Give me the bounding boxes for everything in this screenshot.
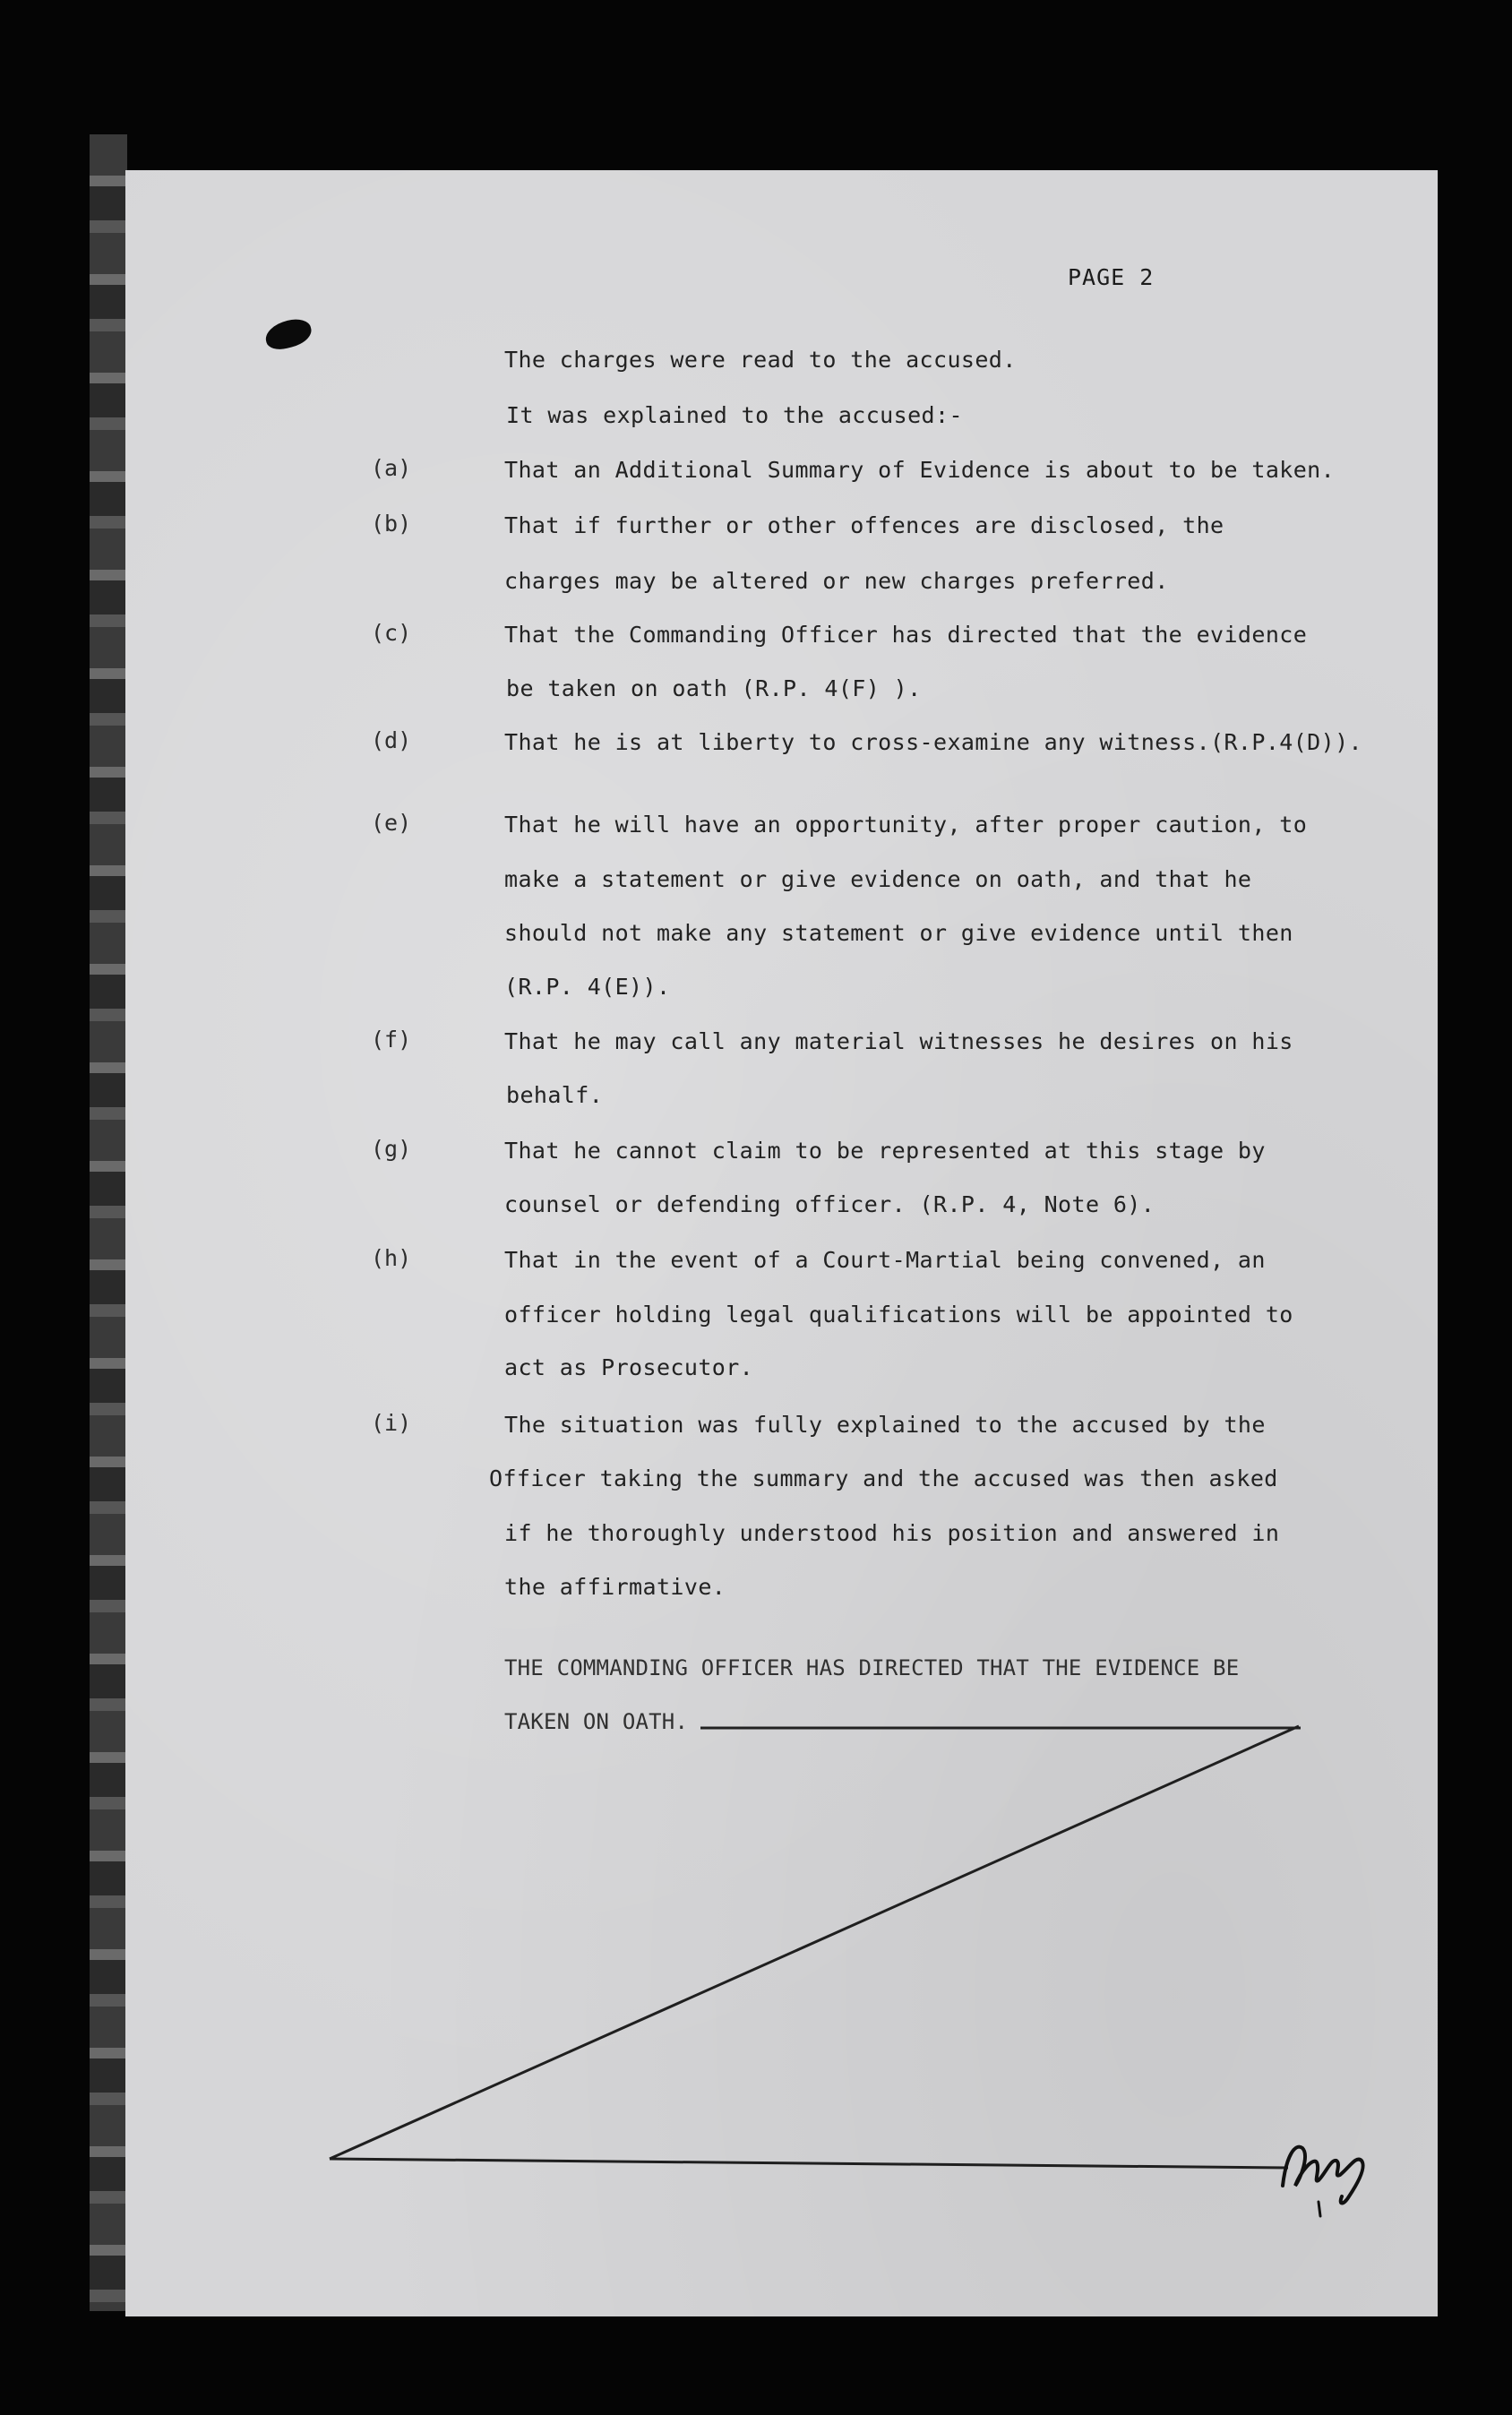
item-f-line-2: behalf. bbox=[506, 1082, 604, 1108]
item-i-line-4: the affirmative. bbox=[504, 1574, 726, 1600]
item-b-line-2: charges may be altered or new charges preferred. bbox=[504, 568, 1169, 594]
item-e-line-3: should not make any statement or give evidence until then bbox=[504, 920, 1293, 946]
item-i-line-1: The situation was fully explained to the accused by the bbox=[504, 1412, 1266, 1438]
directive-line-1: THE COMMANDING OFFICER HAS DIRECTED THAT THE EVIDENCE BE bbox=[504, 1655, 1240, 1680]
diagonal-line bbox=[330, 1726, 1299, 2159]
item-d-line-1: That he is at liberty to cross-examine any witness.(R.P.4(D)). bbox=[504, 729, 1362, 755]
item-f-line-1: That he may call any material witnesses he desires on his bbox=[504, 1028, 1293, 1054]
item-label-i: (i) bbox=[371, 1410, 412, 1436]
item-label-b: (b) bbox=[371, 511, 412, 537]
item-c-line-2: be taken on oath (R.P. 4(F) ). bbox=[506, 675, 922, 701]
item-label-a: (a) bbox=[371, 455, 412, 481]
item-label-c: (c) bbox=[371, 620, 412, 646]
item-g-line-2: counsel or defending officer. (R.P. 4, Note 6). bbox=[504, 1191, 1155, 1217]
item-a-line-1: That an Additional Summary of Evidence is about to be taken. bbox=[504, 457, 1336, 483]
item-label-h: (h) bbox=[371, 1245, 412, 1271]
item-h-line-1: That in the event of a Court-Martial being convened, an bbox=[504, 1247, 1266, 1273]
directive-line-2: TAKEN ON OATH. bbox=[504, 1709, 689, 1734]
item-h-line-2: officer holding legal qualifications will be appointed to bbox=[504, 1302, 1293, 1328]
item-c-line-1: That the Commanding Officer has directed that the evidence bbox=[504, 622, 1308, 648]
intro-line-2: It was explained to the accused:- bbox=[506, 402, 963, 428]
intro-line-1: The charges were read to the accused. bbox=[504, 347, 1017, 373]
item-i-line-2: Officer taking the summary and the accused was then asked bbox=[489, 1465, 1278, 1491]
item-label-f: (f) bbox=[371, 1027, 412, 1053]
rule-line-bottom bbox=[330, 2159, 1288, 2168]
item-e-line-2: make a statement or give evidence on oath, and that he bbox=[504, 866, 1252, 892]
item-label-g: (g) bbox=[371, 1136, 412, 1162]
page-number: PAGE 2 bbox=[1068, 264, 1155, 290]
item-h-line-3: act as Prosecutor. bbox=[504, 1354, 754, 1380]
item-e-line-1: That he will have an opportunity, after proper caution, to bbox=[504, 812, 1308, 838]
item-label-d: (d) bbox=[371, 727, 412, 753]
signature bbox=[1283, 2147, 1363, 2216]
item-e-line-4: (R.P. 4(E)). bbox=[504, 974, 671, 1000]
item-i-line-3: if he thoroughly understood his position and answered in bbox=[504, 1520, 1280, 1546]
item-label-e: (e) bbox=[371, 810, 412, 836]
item-g-line-1: That he cannot claim to be represented at this stage by bbox=[504, 1138, 1266, 1164]
item-b-line-1: That if further or other offences are disclosed, the bbox=[504, 512, 1224, 538]
